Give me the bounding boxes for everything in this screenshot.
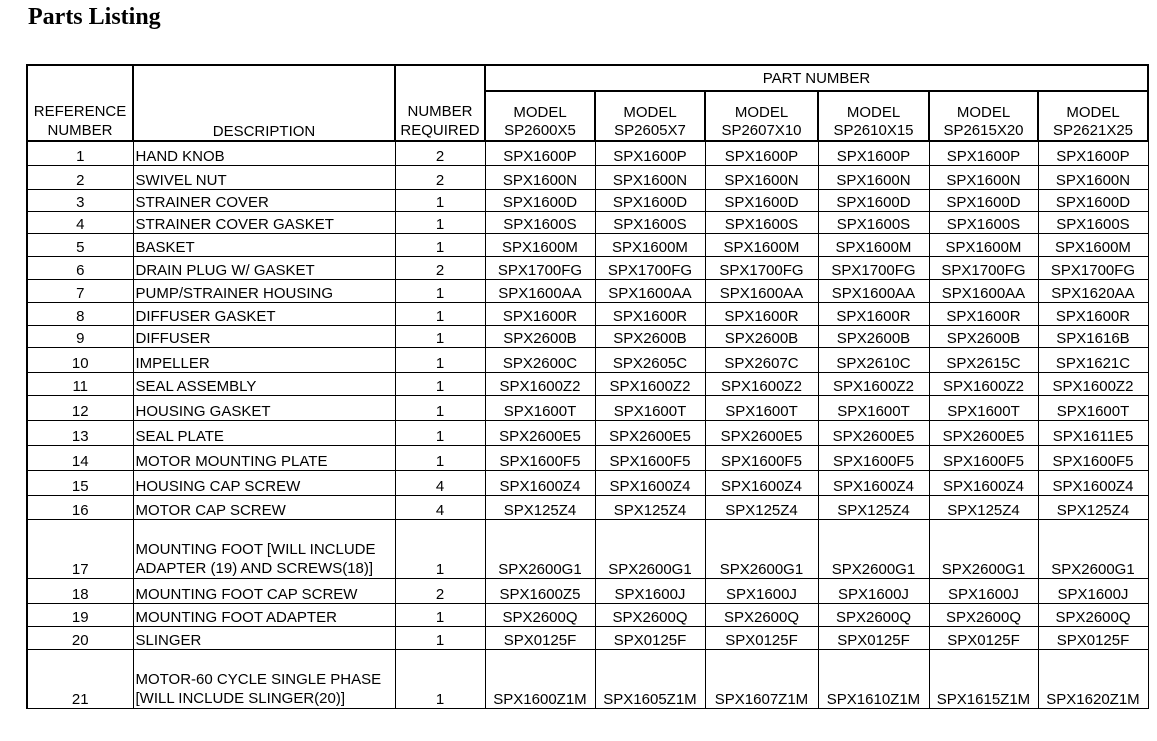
part-number-cell: SPX1600D (818, 189, 929, 211)
table-row (27, 256, 1148, 279)
part-number-cell: SPX0125F (595, 626, 705, 649)
reference-number-cell: 1 (27, 141, 133, 165)
number-required-cell: 1 (395, 445, 485, 470)
description-cell: IMPELLER (133, 347, 395, 372)
part-number-cell: SPX125Z4 (818, 495, 929, 519)
part-number-cell: SPX125Z4 (1038, 495, 1148, 519)
model-number: SP2605X7 (614, 122, 686, 139)
part-number-cell: SPX1600S (595, 211, 705, 233)
part-number-cell: SPX1700FG (818, 256, 929, 279)
part-number-cell: SPX1600P (929, 141, 1038, 165)
part-number-cell: SPX1600F5 (595, 445, 705, 470)
description-cell: MOUNTING FOOT [WILL INCLUDE ADAPTER (19) AND SCREWS(18)] (133, 519, 395, 578)
description-cell: SEAL ASSEMBLY (133, 372, 395, 395)
number-required-cell: 1 (395, 279, 485, 302)
part-number-cell: SPX1600Z4 (595, 470, 705, 495)
part-number-cell: SPX1600Z2 (1038, 372, 1148, 395)
description-cell: STRAINER COVER GASKET (133, 211, 395, 233)
part-number-cell: SPX1600Z4 (818, 470, 929, 495)
part-number-cell: SPX2607C (705, 347, 818, 372)
reference-number-cell: 4 (27, 211, 133, 233)
model-label: MODEL (1066, 104, 1120, 121)
part-number-cell: SPX1600Z4 (1038, 470, 1148, 495)
reference-number-cell: 14 (27, 445, 133, 470)
part-number-cell: SPX2600B (818, 325, 929, 347)
part-number-cell: SPX2600Q (595, 603, 705, 626)
part-number-cell: SPX2600E5 (705, 420, 818, 445)
part-number-cell: SPX1600T (595, 395, 705, 420)
reference-number-cell: 12 (27, 395, 133, 420)
part-number-cell: SPX1600Z2 (705, 372, 818, 395)
part-number-cell: SPX1600N (1038, 165, 1148, 189)
part-number-cell: SPX1600D (485, 189, 595, 211)
part-number-cell: SPX2600B (595, 325, 705, 347)
part-number-cell: SPX2600Q (1038, 603, 1148, 626)
part-number-cell: SPX1600Z4 (929, 470, 1038, 495)
model-label: MODEL (956, 104, 1011, 121)
model-number: SP2607X10 (721, 122, 802, 139)
description-cell: SLINGER (133, 626, 395, 649)
part-number-cell: SPX1600S (705, 211, 818, 233)
header-model-1 (485, 91, 595, 141)
part-number-cell: SPX1600Z5 (485, 578, 595, 603)
model-number: SP2600X5 (504, 122, 576, 139)
part-number-cell: SPX1600M (705, 233, 818, 256)
description-cell: DIFFUSER (133, 325, 395, 347)
part-number-cell: SPX1600M (929, 233, 1038, 256)
part-number-cell: SPX2600Q (485, 603, 595, 626)
header-model-4 (818, 91, 929, 141)
description-cell: MOUNTING FOOT ADAPTER (133, 603, 395, 626)
part-number-cell: SPX1600Z2 (485, 372, 595, 395)
part-number-cell: SPX1600M (1038, 233, 1148, 256)
part-number-cell: SPX1600Z2 (929, 372, 1038, 395)
header-model-6 (1038, 91, 1148, 141)
number-required-cell: 1 (395, 649, 485, 708)
number-required-cell: 2 (395, 256, 485, 279)
part-number-cell: SPX1600F5 (929, 445, 1038, 470)
part-number-cell: SPX1600S (818, 211, 929, 233)
part-number-cell: SPX1600P (818, 141, 929, 165)
reference-number-cell: 9 (27, 325, 133, 347)
number-required-cell: 1 (395, 603, 485, 626)
model-number: SP2615X20 (943, 122, 1024, 139)
reference-number-cell: 2 (27, 165, 133, 189)
part-number-cell: SPX1700FG (485, 256, 595, 279)
number-required-cell: 1 (395, 626, 485, 649)
part-number-cell: SPX1600F5 (485, 445, 595, 470)
header-part-number: PART NUMBER (485, 65, 1148, 91)
description-cell: MOTOR MOUNTING PLATE (133, 445, 395, 470)
part-number-cell: SPX1600R (818, 302, 929, 325)
part-number-cell: SPX2600E5 (929, 420, 1038, 445)
part-number-cell: SPX2600B (485, 325, 595, 347)
part-number-cell: SPX0125F (705, 626, 818, 649)
number-required-cell: 1 (395, 302, 485, 325)
part-number-cell: SPX1600Z4 (705, 470, 818, 495)
table-row (27, 420, 1148, 445)
table-row (27, 347, 1148, 372)
description-cell: DRAIN PLUG W/ GASKET (133, 256, 395, 279)
reference-number-cell: 5 (27, 233, 133, 256)
table-row (27, 649, 1148, 708)
table-row (27, 211, 1148, 233)
part-number-cell: SPX1600T (929, 395, 1038, 420)
reference-number-cell: 20 (27, 626, 133, 649)
part-number-cell: SPX1700FG (595, 256, 705, 279)
part-number-cell: SPX2615C (929, 347, 1038, 372)
table-row (27, 495, 1148, 519)
description-cell: STRAINER COVER (133, 189, 395, 211)
description-cell: HOUSING CAP SCREW (133, 470, 395, 495)
part-number-cell: SPX1616B (1038, 325, 1148, 347)
part-number-cell: SPX1605Z1M (595, 649, 705, 708)
part-number-cell: SPX1600R (1038, 302, 1148, 325)
header-model-5 (929, 91, 1038, 141)
part-number-cell: SPX1600Z1M (485, 649, 595, 708)
number-required-cell: 4 (395, 470, 485, 495)
part-number-cell: SPX1600M (485, 233, 595, 256)
part-number-cell: SPX2600Q (929, 603, 1038, 626)
table-row (27, 470, 1148, 495)
part-number-cell: SPX2600E5 (485, 420, 595, 445)
part-number-cell: SPX2600G1 (818, 519, 929, 578)
reference-number-cell: 3 (27, 189, 133, 211)
number-required-cell: 4 (395, 495, 485, 519)
reference-number-cell: 8 (27, 302, 133, 325)
part-number-cell: SPX2605C (595, 347, 705, 372)
part-number-cell: SPX1600S (485, 211, 595, 233)
part-number-cell: SPX1700FG (929, 256, 1038, 279)
model-label: MODEL (513, 104, 567, 121)
reference-number-cell: 10 (27, 347, 133, 372)
reference-number-cell: 7 (27, 279, 133, 302)
part-number-cell: SPX1700FG (705, 256, 818, 279)
number-required-cell: 1 (395, 519, 485, 578)
reference-number-cell: 19 (27, 603, 133, 626)
part-number-cell: SPX1615Z1M (929, 649, 1038, 708)
table-row (27, 279, 1148, 302)
part-number-cell: SPX1600AA (705, 279, 818, 302)
part-number-cell: SPX1600N (929, 165, 1038, 189)
part-number-cell: SPX125Z4 (705, 495, 818, 519)
part-number-cell: SPX2600G1 (1038, 519, 1148, 578)
number-required-cell: 1 (395, 347, 485, 372)
part-number-cell: SPX1600T (705, 395, 818, 420)
part-number-cell: SPX1600Z2 (595, 372, 705, 395)
reference-number-cell: 16 (27, 495, 133, 519)
part-number-cell: SPX1600N (818, 165, 929, 189)
part-number-cell: SPX1600F5 (818, 445, 929, 470)
part-number-cell: SPX0125F (818, 626, 929, 649)
page-title: Parts Listing (28, 4, 161, 30)
part-number-cell: SPX1600P (595, 141, 705, 165)
part-number-cell: SPX1600T (818, 395, 929, 420)
table-row (27, 189, 1148, 211)
number-required-cell: 2 (395, 141, 485, 165)
part-number-cell: SPX2600G1 (595, 519, 705, 578)
part-number-cell: SPX1600T (1038, 395, 1148, 420)
reference-number-cell: 18 (27, 578, 133, 603)
part-number-cell: SPX2600C (485, 347, 595, 372)
number-required-cell: 1 (395, 420, 485, 445)
part-number-cell: SPX1600T (485, 395, 595, 420)
part-number-cell: SPX2600Q (705, 603, 818, 626)
part-number-cell: SPX1600AA (929, 279, 1038, 302)
part-number-cell: SPX1600J (818, 578, 929, 603)
part-number-cell: SPX1700FG (1038, 256, 1148, 279)
reference-number-cell: 15 (27, 470, 133, 495)
description-cell: MOUNTING FOOT CAP SCREW (133, 578, 395, 603)
part-number-cell: SPX1600S (929, 211, 1038, 233)
part-number-cell: SPX1600P (1038, 141, 1148, 165)
table-row (27, 603, 1148, 626)
table-row (27, 165, 1148, 189)
table-row (27, 519, 1148, 578)
reference-number-cell: 11 (27, 372, 133, 395)
part-number-cell: SPX1600D (1038, 189, 1148, 211)
description-cell: HAND KNOB (133, 141, 395, 165)
part-number-cell: SPX2600B (705, 325, 818, 347)
part-number-cell: SPX1600R (705, 302, 818, 325)
header-number-required: NUMBER REQUIRED (395, 65, 485, 141)
part-number-cell: SPX1600J (705, 578, 818, 603)
part-number-cell: SPX1620Z1M (1038, 649, 1148, 708)
description-cell: SWIVEL NUT (133, 165, 395, 189)
description-cell: MOTOR CAP SCREW (133, 495, 395, 519)
part-number-cell: SPX1600N (485, 165, 595, 189)
header-model-3 (705, 91, 818, 141)
header-reference-number: REFERENCE NUMBER (27, 65, 133, 141)
part-number-cell: SPX1600R (929, 302, 1038, 325)
part-number-cell: SPX2600Q (818, 603, 929, 626)
description-cell: MOTOR-60 CYCLE SINGLE PHASE [WILL INCLUDE SLINGER(20)] (133, 649, 395, 708)
reference-number-cell: 17 (27, 519, 133, 578)
part-number-cell: SPX0125F (485, 626, 595, 649)
table-row (27, 141, 1148, 165)
part-number-cell: SPX0125F (1038, 626, 1148, 649)
reference-number-cell: 21 (27, 649, 133, 708)
part-number-cell: SPX2600E5 (595, 420, 705, 445)
description-cell: DIFFUSER GASKET (133, 302, 395, 325)
part-number-cell: SPX1600Z2 (818, 372, 929, 395)
part-number-cell: SPX1600F5 (1038, 445, 1148, 470)
parts-table (26, 64, 1149, 709)
number-required-cell: 2 (395, 578, 485, 603)
part-number-cell: SPX1600P (705, 141, 818, 165)
part-number-cell: SPX1600AA (595, 279, 705, 302)
part-number-cell: SPX1600R (485, 302, 595, 325)
part-number-cell: SPX1610Z1M (818, 649, 929, 708)
table-row (27, 395, 1148, 420)
model-label: MODEL (846, 104, 901, 121)
part-number-cell: SPX1600N (595, 165, 705, 189)
part-number-cell: SPX125Z4 (929, 495, 1038, 519)
table-row (27, 233, 1148, 256)
description-cell: PUMP/STRAINER HOUSING (133, 279, 395, 302)
part-number-cell: SPX125Z4 (595, 495, 705, 519)
description-cell: SEAL PLATE (133, 420, 395, 445)
part-number-cell: SPX1620AA (1038, 279, 1148, 302)
part-number-cell: SPX1600M (818, 233, 929, 256)
part-number-cell: SPX1600M (595, 233, 705, 256)
part-number-cell: SPX1600D (705, 189, 818, 211)
part-number-cell: SPX1611E5 (1038, 420, 1148, 445)
part-number-cell: SPX1600AA (818, 279, 929, 302)
part-number-cell: SPX1600Z4 (485, 470, 595, 495)
number-required-cell: 1 (395, 372, 485, 395)
description-cell: BASKET (133, 233, 395, 256)
header-model-2 (595, 91, 705, 141)
part-number-cell: SPX1600D (595, 189, 705, 211)
part-number-cell: SPX1600F5 (705, 445, 818, 470)
number-required-cell: 1 (395, 395, 485, 420)
part-number-cell: SPX1621C (1038, 347, 1148, 372)
part-number-cell: SPX1600R (595, 302, 705, 325)
part-number-cell: SPX1607Z1M (705, 649, 818, 708)
header-description: DESCRIPTION (133, 65, 395, 141)
part-number-cell: SPX1600J (929, 578, 1038, 603)
part-number-cell: SPX2600G1 (485, 519, 595, 578)
part-number-cell: SPX1600P (485, 141, 595, 165)
model-label: MODEL (734, 104, 789, 121)
part-number-cell: SPX1600S (1038, 211, 1148, 233)
number-required-cell: 1 (395, 189, 485, 211)
model-number: SP2610X15 (833, 122, 914, 139)
number-required-cell: 1 (395, 325, 485, 347)
table-row (27, 372, 1148, 395)
part-number-cell: SPX2610C (818, 347, 929, 372)
part-number-cell: SPX1600AA (485, 279, 595, 302)
part-number-cell: SPX125Z4 (485, 495, 595, 519)
number-required-cell: 1 (395, 233, 485, 256)
part-number-cell: SPX1600J (1038, 578, 1148, 603)
table-row (27, 445, 1148, 470)
model-number: SP2621X25 (1052, 122, 1134, 139)
part-number-cell: SPX0125F (929, 626, 1038, 649)
part-number-cell: SPX2600G1 (929, 519, 1038, 578)
table-row (27, 302, 1148, 325)
table-row (27, 325, 1148, 347)
part-number-cell: SPX2600B (929, 325, 1038, 347)
model-label: MODEL (623, 104, 677, 121)
part-number-cell: SPX1600N (705, 165, 818, 189)
reference-number-cell: 6 (27, 256, 133, 279)
part-number-cell: SPX2600G1 (705, 519, 818, 578)
part-number-cell: SPX1600D (929, 189, 1038, 211)
reference-number-cell: 13 (27, 420, 133, 445)
part-number-cell: SPX2600E5 (818, 420, 929, 445)
part-number-cell: SPX1600J (595, 578, 705, 603)
description-cell: HOUSING GASKET (133, 395, 395, 420)
number-required-cell: 2 (395, 165, 485, 189)
table-row (27, 626, 1148, 649)
number-required-cell: 1 (395, 211, 485, 233)
table-row (27, 578, 1148, 603)
